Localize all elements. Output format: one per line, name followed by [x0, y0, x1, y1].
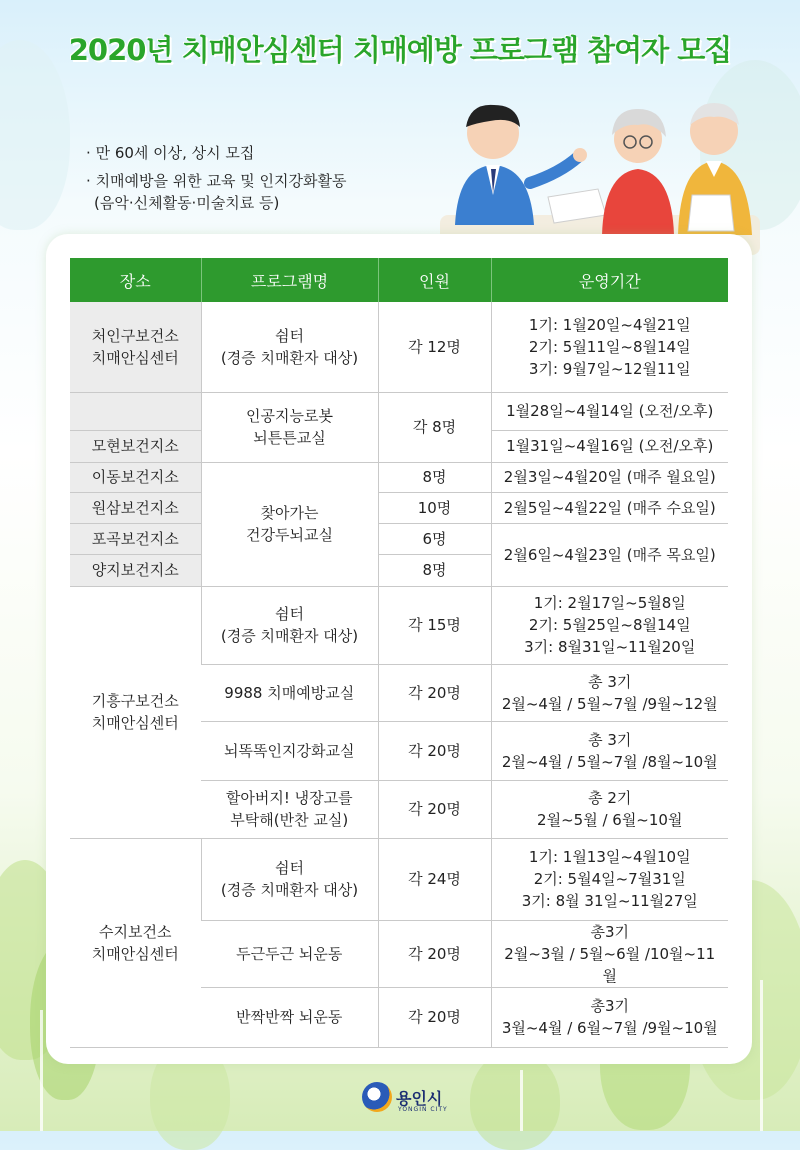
period-cell: 2월6일~4월23일 (매주 목요일)	[491, 523, 728, 586]
period-cell: 1월28일~4월14일 (오전/오후)	[491, 392, 728, 430]
program-cell: 반짝반짝 뇌운동	[201, 987, 378, 1047]
capacity-cell: 각 24명	[378, 838, 491, 920]
table-row	[70, 586, 728, 664]
program-cell: 뇌똑똑인지강화교실	[201, 721, 378, 780]
program-cell: 쉼터 (경증 치매환자 대상)	[201, 302, 378, 392]
table-row	[70, 392, 728, 430]
capacity-cell: 8명	[378, 462, 491, 492]
program-cell: 두근두근 뇌운동	[201, 920, 378, 987]
location-cell	[70, 392, 201, 430]
program-table	[70, 258, 728, 1048]
header-program: 프로그램명	[201, 258, 378, 302]
period-cell: 총 3기 2월~4월 / 5월~7월 /8월~10월	[491, 721, 728, 780]
capacity-cell: 6명	[378, 523, 491, 554]
location-cell: 처인구보건소 치매안심센터	[70, 302, 201, 392]
capacity-cell: 각 8명	[378, 392, 491, 462]
table-row	[70, 838, 728, 920]
capacity-cell: 각 20명	[378, 721, 491, 780]
program-cell: 쉼터 (경증 치매환자 대상)	[201, 838, 378, 920]
program-cell: 쉼터 (경증 치매환자 대상)	[201, 586, 378, 664]
capacity-cell: 10명	[378, 492, 491, 523]
header-location: 장소	[70, 258, 201, 302]
location-cell: 원삼보건지소	[70, 492, 201, 523]
capacity-cell: 8명	[378, 554, 491, 586]
yongin-city-logo	[360, 1080, 460, 1120]
capacity-cell: 각 15명	[378, 586, 491, 664]
eligibility-list	[86, 142, 346, 214]
period-cell: 2월5일~4월22일 (매주 수요일)	[491, 492, 728, 523]
list-item: (음악·신체활동·미술치료 등)	[94, 194, 280, 212]
location-cell: 포곡보건지소	[70, 523, 201, 554]
logo-name: 용인시	[396, 1089, 443, 1108]
period-cell: 총3기 2월~3월 / 5월~6월 /10월~11월	[491, 920, 728, 987]
list-item: · 만 60세 이상, 상시 모집	[86, 144, 255, 162]
period-cell: 1월31일~4월16일 (오전/오후)	[491, 430, 728, 462]
program-cell: 찾아가는 건강두뇌교실	[201, 462, 378, 586]
program-cell: 인공지능로봇 뇌튼튼교실	[201, 392, 378, 462]
capacity-cell: 각 20명	[378, 664, 491, 721]
period-cell: 1기: 2월17일~5월8일 2기: 5월25일~8월14일 3기: 8월31일~11월20일	[491, 586, 728, 664]
counselor-elderly-illustration	[430, 95, 770, 255]
capacity-cell: 각 20명	[378, 920, 491, 987]
location-cell: 양지보건지소	[70, 554, 201, 586]
table-row	[70, 523, 728, 554]
bullet-mark: ·	[86, 144, 91, 162]
period-cell: 2월3일~4월20일 (매주 월요일)	[491, 462, 728, 492]
period-cell: 총 3기 2월~4월 / 5월~7월 /9월~12월	[491, 664, 728, 721]
capacity-cell: 각 12명	[378, 302, 491, 392]
location-cell: 모현보건지소	[70, 430, 201, 462]
header-period: 운영기간	[491, 258, 728, 302]
page-title: 2020년 치매안심센터 치매예방 프로그램 참여자 모집	[68, 33, 732, 67]
table-header-row	[70, 258, 728, 302]
table-row	[70, 492, 728, 523]
capacity-cell: 각 20명	[378, 780, 491, 838]
program-cell: 9988 치매예방교실	[201, 664, 378, 721]
location-cell: 기흥구보건소 치매안심센터	[70, 586, 201, 838]
city-emblem-icon	[362, 1082, 392, 1112]
logo-subtitle: YONGIN CITY	[398, 1106, 448, 1113]
period-cell: 1기: 1월13일~4월10일 2기: 5월4일~7월31일 3기: 8월 31일~11월27일	[491, 838, 728, 920]
location-cell: 수지보건소 치매안심센터	[70, 838, 201, 1047]
period-cell: 총3기 3월~4월 / 6월~7월 /9월~10월	[491, 987, 728, 1047]
period-cell: 1기: 1월20일~4월21일 2기: 5월11일~8월14일 3기: 9월7일~12월11일	[491, 302, 728, 392]
period-cell: 총 2기 2월~5월 / 6월~10월	[491, 780, 728, 838]
location-cell: 이동보건지소	[70, 462, 201, 492]
list-item: · 치매예방을 위한 교육 및 인지강화활동	[86, 172, 347, 190]
table-row	[70, 462, 728, 492]
header-capacity: 인원	[378, 258, 491, 302]
table-row	[70, 302, 728, 392]
capacity-cell: 각 20명	[378, 987, 491, 1047]
bullet-mark: ·	[86, 172, 91, 190]
program-cell: 할아버지! 냉장고를 부탁해(반찬 교실)	[201, 780, 378, 838]
